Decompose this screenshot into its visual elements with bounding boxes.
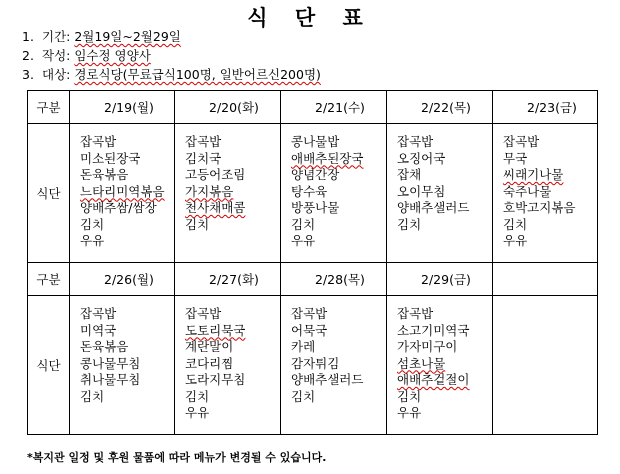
menu-item: 김치 <box>397 388 422 404</box>
week2-menu-row <box>28 296 598 435</box>
menu-item: 미역국 <box>80 322 117 338</box>
menu-cell <box>387 296 493 435</box>
info-target <box>22 65 321 84</box>
info-period <box>22 27 321 46</box>
info-block <box>22 27 321 84</box>
menu-item: 잡곡밥 <box>291 306 328 321</box>
menu-item: 잡곡밥 <box>397 306 434 321</box>
menu-item: 미소된장국 <box>80 150 141 166</box>
menu-item: 도토리묵국 <box>185 322 246 338</box>
menu-item: 카레 <box>291 339 316 354</box>
menu-item: 김치 <box>291 388 316 404</box>
meal-label-cell: 식단 <box>28 124 70 263</box>
menu-item: 잡곡밥 <box>397 134 434 149</box>
menu-item: 천사채매콤 <box>185 200 246 215</box>
menu-item: 섬초나물 <box>397 355 446 371</box>
menu-item: 김치 <box>185 216 210 232</box>
menu-cell <box>175 296 281 435</box>
menu-item: 우유 <box>80 233 105 248</box>
menu-item: 씨래기나물 <box>503 167 564 182</box>
menu-item: 잡곡밥 <box>80 306 117 321</box>
menu-item: 콩나물무침 <box>80 355 141 371</box>
menu-item: 양배추샐러드 <box>291 372 364 387</box>
menu-item: 김치 <box>291 216 316 232</box>
menu-item: 방풍나물 <box>291 200 340 215</box>
day-header: 2/23(금) <box>493 91 598 124</box>
menu-item: 호박고지볶음 <box>503 200 576 215</box>
day-header: 2/28(목) <box>281 263 387 296</box>
menu-cell <box>281 296 387 435</box>
menu-cell <box>387 124 493 263</box>
info-value: 2월19일~2월29일 <box>74 29 181 44</box>
page-title: 식 단 표 <box>247 6 373 30</box>
menu-item: 우유 <box>185 405 210 420</box>
menu-item: 고등어조림 <box>185 167 246 182</box>
menu-cell <box>175 124 281 263</box>
menu-item: 코다리찜 <box>185 355 234 371</box>
menu-item: 오이무침 <box>397 183 446 199</box>
info-label: 대상: <box>42 67 71 82</box>
info-number: 1. <box>22 29 34 44</box>
week2-header-row <box>28 263 598 296</box>
info-label: 작성: <box>42 48 71 63</box>
menu-item: 우유 <box>503 233 528 248</box>
week1-header-row <box>28 91 598 124</box>
day-header: 2/26(월) <box>70 263 175 296</box>
menu-item: 김치 <box>80 388 105 404</box>
menu-item: 잡곡밥 <box>185 134 222 149</box>
menu-item: 콩나물밥 <box>291 134 340 149</box>
day-header: 2/22(목) <box>387 91 493 124</box>
meal-label-cell: 식단 <box>28 296 70 435</box>
week1-menu-row <box>28 124 598 263</box>
menu-cell <box>70 296 175 435</box>
menu-item: 돈육볶음 <box>80 167 129 182</box>
footnote: *복지관 일정 및 후원 물품에 따라 메뉴가 변경될 수 있습니다. <box>27 451 327 464</box>
day-header: 2/29(금) <box>387 263 493 296</box>
menu-cell <box>493 124 598 263</box>
info-label: 기간: <box>42 29 71 44</box>
menu-item: 가지볶음 <box>185 183 234 199</box>
menu-item: 도라지무침 <box>185 372 246 387</box>
day-header: 2/21(수) <box>281 91 387 124</box>
menu-item: 김치 <box>503 216 528 232</box>
menu-item: 우유 <box>397 405 422 420</box>
menu-cell <box>281 124 387 263</box>
menu-item: 양념간장 <box>291 167 340 182</box>
menu-item: 애배추된장국 <box>291 150 364 166</box>
day-header: 2/19(월) <box>70 91 175 124</box>
menu-table <box>27 90 598 435</box>
info-value: 경로식당(무료급식100명, 일반어르신200명) <box>74 67 321 82</box>
menu-item: 잡곡밥 <box>185 306 222 321</box>
info-number: 3. <box>22 67 34 82</box>
day-header: 2/27(화) <box>175 263 281 296</box>
menu-cell <box>70 124 175 263</box>
info-value: 임수정 영양사 <box>74 48 151 63</box>
menu-item: 감자튀김 <box>291 355 340 371</box>
menu-item: 취나물무침 <box>80 372 141 387</box>
header-label-cell: 구분 <box>28 263 70 296</box>
menu-item: 무국 <box>503 150 528 166</box>
info-author <box>22 46 321 65</box>
menu-item: 계란말이 <box>185 339 234 354</box>
menu-item: 양배추쌈/쌈장 <box>80 200 157 215</box>
day-header <box>493 263 598 296</box>
info-number: 2. <box>22 48 34 63</box>
menu-item: 김치 <box>80 216 105 232</box>
menu-item: 소고기미역국 <box>397 322 470 338</box>
menu-item: 잡곡밥 <box>80 134 117 149</box>
menu-item: 우유 <box>291 233 316 248</box>
menu-item: 김치국 <box>185 150 222 166</box>
menu-item: 김치 <box>185 388 210 404</box>
menu-item: 김치 <box>397 216 422 232</box>
menu-item: 양배추샐러드 <box>397 200 470 215</box>
menu-cell-empty <box>493 296 598 435</box>
menu-item: 어묵국 <box>291 322 328 338</box>
menu-item: 탕수육 <box>291 183 328 199</box>
menu-item: 잡곡밥 <box>503 134 540 149</box>
menu-item: 오징어국 <box>397 150 446 166</box>
menu-item: 숙주나물 <box>503 183 552 199</box>
menu-item: 가자미구이 <box>397 339 458 354</box>
menu-item: 돈육볶음 <box>80 339 129 354</box>
day-header: 2/20(화) <box>175 91 281 124</box>
menu-item: 잡채 <box>397 167 422 182</box>
menu-item: 애배추겉절이 <box>397 372 470 387</box>
header-label-cell: 구분 <box>28 91 70 124</box>
menu-item: 느타리미역볶음 <box>80 183 165 199</box>
